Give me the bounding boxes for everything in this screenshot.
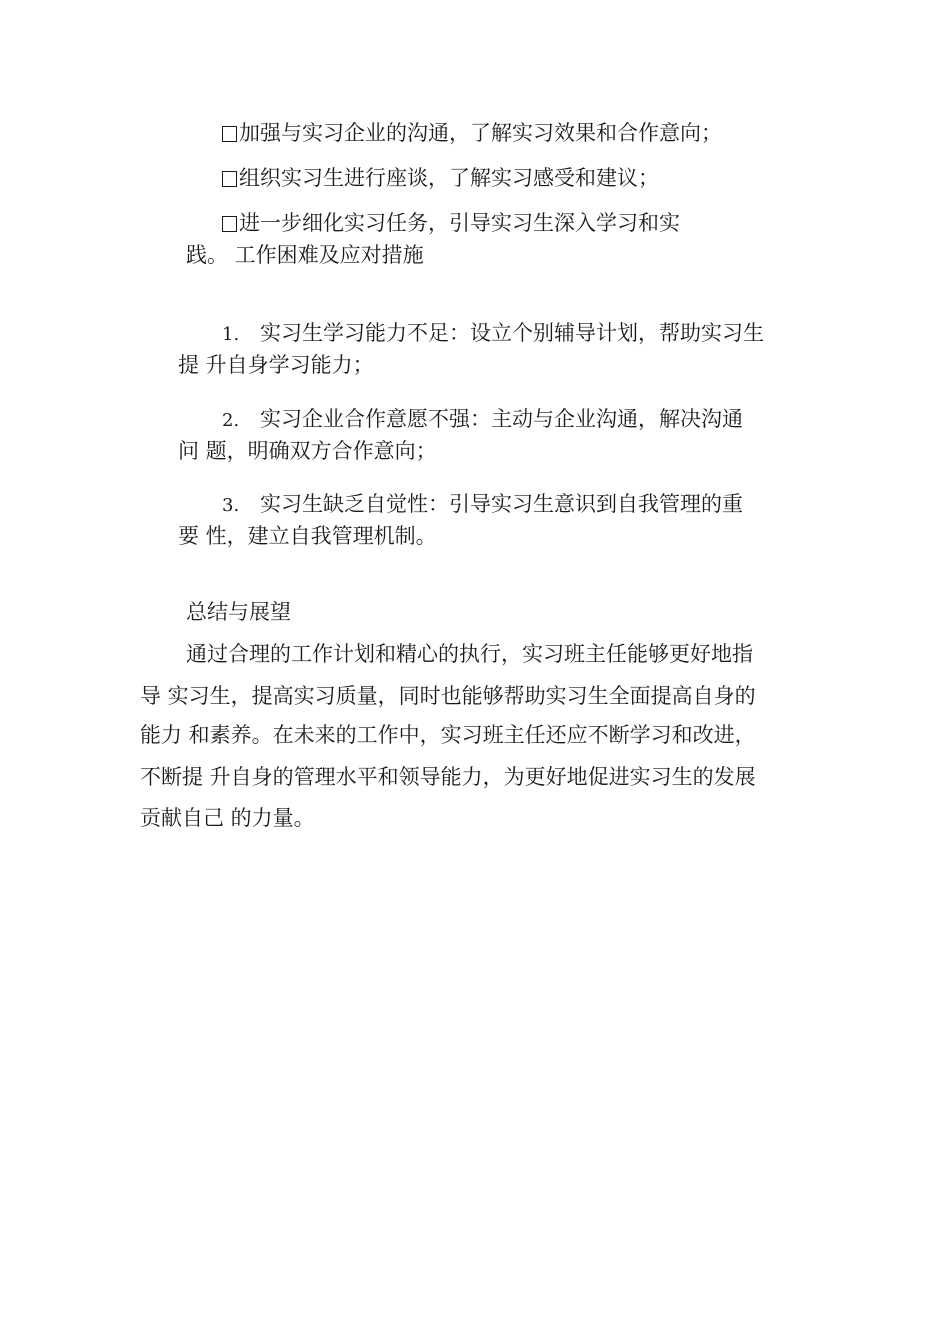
action-text: 组织实习生进行座谈，了解实习感受和建议；	[239, 166, 659, 190]
summary-line: 通过合理的工作计划和精心的执行，实习班主任能够更好地指	[186, 642, 753, 666]
summary-line: 能力 和素养。在未来的工作中，实习班主任还应不断学习和改进，	[140, 723, 756, 747]
list-number: 2.	[222, 410, 240, 431]
difficulty-text: 实习生学习能力不足：设立个别辅导计划，帮助实习生	[260, 321, 764, 345]
difficulty-item	[222, 404, 743, 436]
action-continuation: 践。 工作困难及应对措施	[186, 243, 424, 267]
action-text: 加强与实习企业的沟通，了解实习效果和合作意向；	[239, 121, 722, 145]
difficulty-item	[222, 489, 743, 521]
summary-line: 导 实习生，提高实习质量，同时也能够帮助实习生全面提高自身的	[140, 684, 756, 708]
action-item	[222, 163, 659, 193]
difficulty-item	[222, 318, 764, 350]
action-text: 进一步细化实习任务，引导实习生深入学习和实	[239, 211, 680, 235]
difficulty-continuation: 问 题，明确双方合作意向；	[178, 439, 437, 463]
difficulty-text: 实习生缺乏自觉性：引导实习生意识到自我管理的重	[260, 492, 743, 516]
checkbox-icon	[222, 216, 237, 232]
checkbox-icon	[222, 126, 237, 142]
section-heading: 总结与展望	[186, 600, 291, 624]
action-item	[222, 208, 680, 238]
difficulty-continuation: 提 升自身学习能力；	[178, 353, 374, 377]
checkbox-icon	[222, 171, 237, 187]
summary-line: 不断提 升自身的管理水平和领导能力，为更好地促进实习生的发展	[140, 765, 756, 789]
difficulty-continuation: 要 性，建立自我管理机制。	[178, 524, 437, 548]
action-item	[222, 118, 722, 148]
summary-line: 贡献自己 的力量。	[140, 806, 315, 830]
difficulty-text: 实习企业合作意愿不强：主动与企业沟通，解决沟通	[260, 407, 743, 431]
list-number: 3.	[222, 495, 240, 516]
list-number: 1.	[222, 324, 240, 345]
